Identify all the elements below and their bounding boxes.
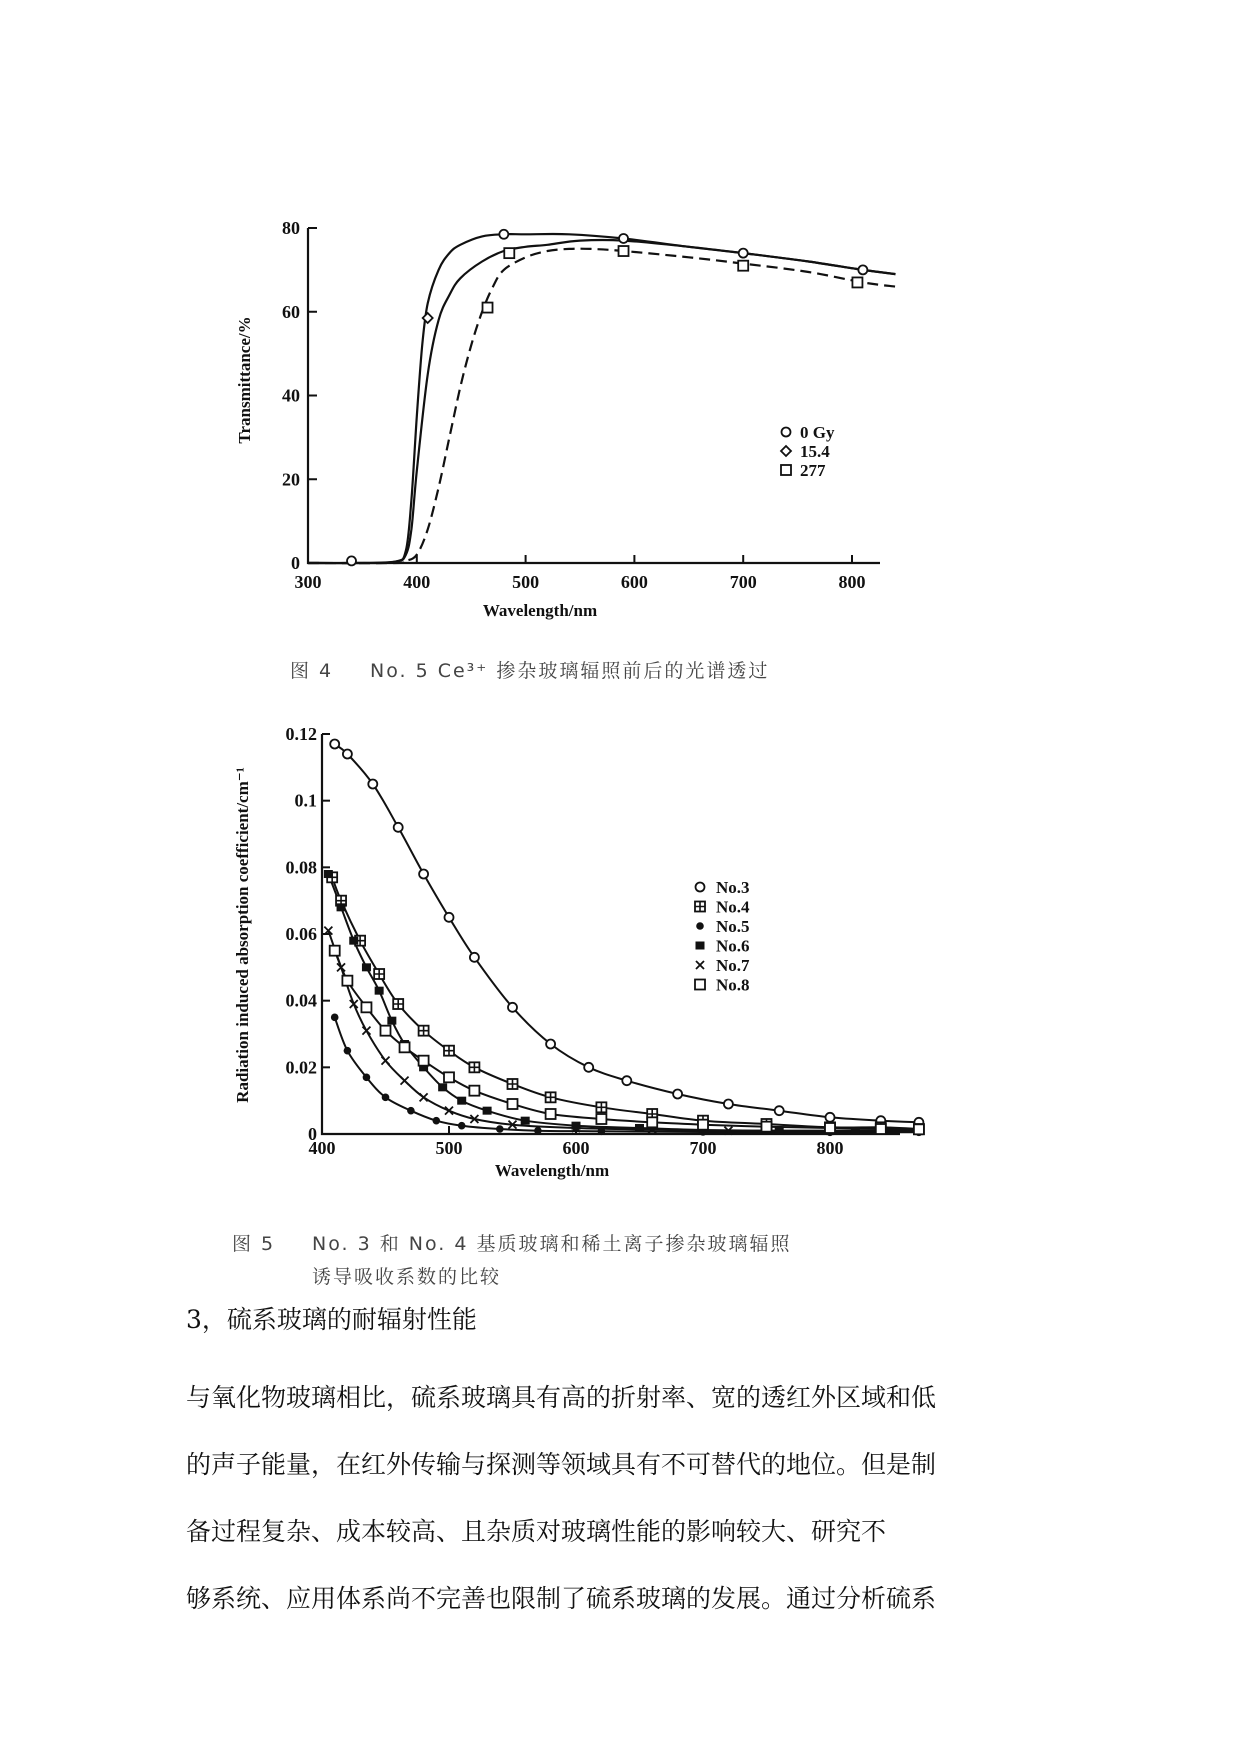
- fig5-data-marker: [362, 963, 371, 971]
- fig5-data-marker: [622, 1076, 631, 1085]
- fig5-series-line: [335, 951, 919, 1130]
- fig5-data-marker: [337, 903, 346, 911]
- fig5-ticks: [286, 724, 844, 1158]
- fig4-series-line: [308, 240, 896, 563]
- fig5-y-tick-label: 0.04: [285, 990, 317, 1011]
- fig5-data-marker: [775, 1127, 784, 1135]
- fig5-legend-label: No.6: [716, 936, 750, 956]
- fig5-y-tick-label: 0.1: [294, 790, 317, 811]
- fig5-data-marker: [394, 823, 403, 832]
- fig4-data-marker: [619, 246, 629, 256]
- fig5-data-marker: [331, 1014, 339, 1022]
- fig5-data-marker: [914, 1124, 924, 1134]
- fig4-y-tick-label: 80: [282, 218, 300, 238]
- fig5-data-marker: [419, 1026, 429, 1036]
- fig5-data-marker: [584, 1063, 593, 1072]
- fig4-data-marker: [619, 234, 628, 243]
- fig5-data-marker: [647, 1117, 657, 1127]
- fig5-x-tick-label: 700: [689, 1138, 717, 1158]
- fig5-data-marker: [400, 1042, 410, 1052]
- fig5-data-marker: [596, 1114, 606, 1124]
- fig5-data-marker: [407, 1107, 415, 1115]
- paragraph-line-1: 与氧化物玻璃相比，硫系玻璃具有高的折射率、宽的透红外区域和低: [186, 1383, 937, 1412]
- fig4-data-marker: [852, 277, 862, 287]
- figure-4-caption: [290, 656, 769, 683]
- fig5-data-marker: [457, 1097, 466, 1105]
- fig4-data-marker: [347, 556, 356, 565]
- fig5-data-marker: [444, 1046, 454, 1056]
- fig4-series-line: [308, 234, 896, 563]
- figure-5-caption: [232, 1228, 791, 1294]
- fig5-data-marker: [382, 1057, 390, 1065]
- fig4-legend-marker: [782, 428, 791, 437]
- fig4-y-tick-label: 60: [282, 301, 300, 322]
- figure-4-chart: [0, 0, 1240, 660]
- fig5-data-marker: [458, 1122, 466, 1130]
- fig5-data-marker: [344, 1047, 352, 1055]
- figure-4-caption-text: No. 5 Ce³⁺ 掺杂玻璃辐照前后的光谱透过: [370, 660, 770, 682]
- fig5-data-marker: [775, 1106, 784, 1115]
- figure-5-caption-number: 图 5: [232, 1233, 276, 1255]
- fig4-data-marker: [739, 249, 748, 258]
- fig5-legend: [695, 878, 750, 995]
- fig5-data-marker: [698, 1120, 708, 1130]
- fig4-data-marker: [858, 265, 867, 274]
- fig5-data-marker: [876, 1124, 886, 1134]
- fig5-legend-marker: [695, 902, 705, 912]
- paragraph-line-3: 备过程复杂、成本较高、且杂质对玻璃性能的影响较大、研究不: [186, 1517, 887, 1546]
- fig4-x-tick-label: 800: [838, 572, 866, 592]
- fig5-legend-marker: [696, 922, 704, 930]
- fig4-legend-label: 277: [800, 461, 826, 480]
- fig5-data-marker: [598, 1128, 606, 1136]
- fig5-data-marker: [469, 1062, 479, 1072]
- fig5-legend-label: No.7: [716, 956, 750, 975]
- section-heading: 3，硫系玻璃的耐辐射性能: [186, 1305, 477, 1334]
- fig4-legend-marker: [781, 465, 791, 475]
- fig4-data-marker: [738, 261, 748, 271]
- figure-5-caption-line-1: [232, 1228, 791, 1261]
- fig5-data-marker: [673, 1090, 682, 1099]
- fig5-data-marker: [381, 1026, 391, 1036]
- fig5-data-marker: [433, 1117, 441, 1125]
- fig5-x-tick-label: 800: [816, 1138, 844, 1158]
- fig4-legend-label: 15.4: [800, 442, 830, 461]
- fig5-markers: [324, 740, 924, 1137]
- fig4-axis-lines: [308, 228, 880, 563]
- fig4-ticks: [282, 218, 866, 592]
- fig5-data-marker: [445, 913, 454, 922]
- fig4-y-tick-label: 40: [282, 385, 300, 406]
- fig5-data-marker: [342, 976, 352, 986]
- figure-4-caption-number: 图 4: [290, 660, 334, 682]
- fig5-data-marker: [361, 1002, 371, 1012]
- fig5-data-marker: [470, 953, 479, 962]
- fig5-data-marker: [387, 1017, 396, 1025]
- fig5-legend-marker: [696, 883, 705, 892]
- figure-5-caption-text-1: No. 3 和 No. 4 基质玻璃和稀土离子掺杂玻璃辐照: [312, 1233, 792, 1255]
- fig5-legend-marker: [695, 980, 705, 990]
- fig5-data-marker: [324, 870, 333, 878]
- fig5-data-marker: [375, 987, 384, 995]
- fig5-data-marker: [508, 1099, 518, 1109]
- fig4-x-tick-label: 400: [403, 572, 431, 592]
- fig5-data-marker: [521, 1117, 530, 1125]
- fig5-y-axis-title: Radiation induced absorption coefficient/cm⁻¹: [233, 767, 252, 1103]
- fig4-legend-label: 0 Gy: [800, 423, 835, 442]
- fig5-data-marker: [363, 1074, 371, 1082]
- fig4-data-marker: [504, 248, 514, 258]
- fig5-data-marker: [483, 1107, 492, 1115]
- fig5-data-marker: [596, 1102, 606, 1112]
- fig5-axis-lines: [322, 734, 900, 1134]
- figure-5-chart: [0, 700, 1240, 1200]
- fig4-axes: [308, 228, 880, 563]
- fig4-y-axis-title: Transmittance/%: [235, 316, 254, 444]
- fig4-y-tick-label: 20: [282, 469, 300, 490]
- fig4-legend: [781, 423, 835, 480]
- fig4-x-tick-label: 600: [620, 572, 648, 592]
- fig5-legend-label: No.4: [716, 897, 750, 917]
- fig5-data-marker: [438, 1083, 447, 1091]
- fig4-x-axis-title: Wavelength/nm: [482, 601, 598, 620]
- fig4-data-marker: [499, 230, 508, 239]
- fig5-data-marker: [445, 1107, 453, 1115]
- fig5-data-marker: [368, 780, 377, 789]
- fig5-y-tick-label: 0.12: [285, 724, 317, 744]
- fig5-x-tick-label: 400: [308, 1138, 336, 1158]
- fig4-x-tick-label: 500: [512, 572, 540, 592]
- fig5-data-marker: [362, 1027, 370, 1035]
- fig5-data-marker: [546, 1109, 556, 1119]
- fig5-data-marker: [724, 1100, 733, 1109]
- fig5-series-line: [328, 931, 919, 1131]
- fig5-series-line: [332, 877, 919, 1129]
- fig5-axes: [322, 734, 900, 1134]
- fig5-legend-label: No.5: [716, 917, 750, 936]
- fig5-legend-marker: [696, 942, 705, 950]
- fig5-data-marker: [343, 750, 352, 759]
- fig5-data-marker: [534, 1127, 542, 1135]
- figure-5-caption-line-2: 诱导吸收系数的比较: [312, 1266, 502, 1288]
- fig5-data-marker: [330, 740, 339, 749]
- fig5-y-tick-label: 0: [308, 1124, 317, 1144]
- fig5-data-marker: [382, 1094, 390, 1102]
- paragraph-line-2: 的声子能量，在红外传输与探测等领域具有不可替代的地位。但是制: [186, 1450, 937, 1479]
- section-paragraph: [186, 1364, 1066, 1632]
- fig5-data-marker: [546, 1040, 555, 1049]
- fig4-data-marker: [483, 303, 493, 313]
- fig5-y-tick-label: 0.08: [285, 857, 317, 878]
- fig4-series-line: [308, 249, 896, 563]
- fig5-data-marker: [349, 937, 358, 945]
- fig5-data-marker: [496, 1125, 504, 1133]
- fig4-series: [308, 234, 896, 563]
- fig5-data-marker: [330, 946, 340, 956]
- fig4-x-tick-label: 700: [729, 572, 757, 592]
- fig5-legend-label: No.8: [716, 975, 750, 995]
- fig5-legend-label: No.3: [716, 878, 750, 897]
- fig5-y-tick-label: 0.02: [285, 1057, 317, 1078]
- fig5-data-marker: [762, 1122, 772, 1132]
- fig5-series: [328, 744, 919, 1132]
- fig5-data-marker: [444, 1072, 454, 1082]
- fig5-data-marker: [508, 1003, 517, 1012]
- fig5-data-marker: [401, 1077, 409, 1085]
- paragraph-line-4: 够系统、应用体系尚不完善也限制了硫系玻璃的发展。通过分析硫系: [186, 1584, 937, 1613]
- fig5-data-marker: [826, 1113, 835, 1122]
- fig5-data-marker: [419, 1056, 429, 1066]
- fig5-data-marker: [508, 1079, 518, 1089]
- fig5-x-axis-title: Wavelength/nm: [494, 1161, 610, 1180]
- fig5-legend-marker: [696, 961, 704, 969]
- fig4-legend-marker: [781, 446, 791, 456]
- fig5-x-tick-label: 500: [435, 1138, 463, 1158]
- fig5-x-tick-label: 600: [562, 1138, 590, 1158]
- fig5-data-marker: [469, 1086, 479, 1096]
- fig4-y-tick-label: 0: [291, 553, 300, 573]
- fig5-data-marker: [825, 1123, 835, 1133]
- fig5-data-marker: [393, 999, 403, 1009]
- fig5-data-marker: [851, 1127, 860, 1135]
- fig5-data-marker: [546, 1092, 556, 1102]
- fig5-data-marker: [635, 1124, 644, 1132]
- fig5-data-marker: [374, 969, 384, 979]
- fig4-x-tick-label: 300: [294, 572, 322, 592]
- fig5-data-marker: [419, 870, 428, 879]
- fig5-y-tick-label: 0.06: [285, 924, 317, 944]
- fig5-data-marker: [420, 1093, 428, 1101]
